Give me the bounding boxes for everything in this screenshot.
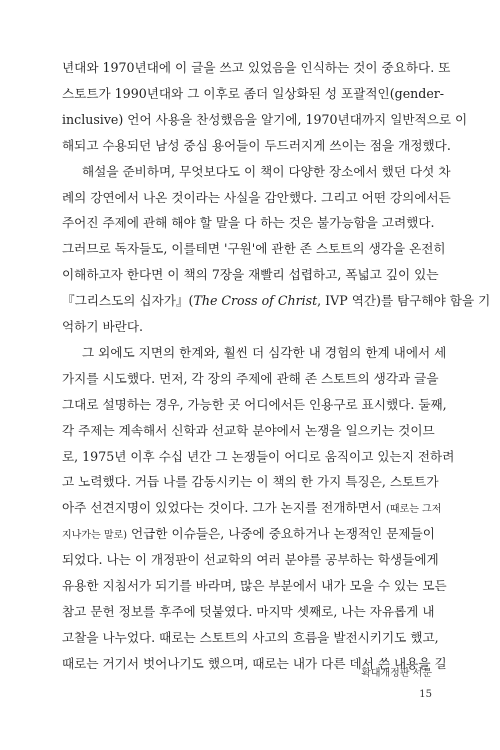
text-line: 고 노력했다. 거듭 나를 감동시키는 이 책의 한 가지 특징은, 스토트가 <box>62 474 439 490</box>
text-line: 년대와 1970년대에 이 글을 쓰고 있었음을 인식하는 것이 중요하다. 또 <box>62 60 451 75</box>
line-segment: 『그리스도의 십자가』( <box>62 293 194 309</box>
text-line: 유용한 지침서가 되기를 바라며, 많은 부분에서 내가 모을 수 있는 모든 <box>62 578 447 593</box>
page-number: 15 <box>419 689 432 700</box>
text-line <box>62 288 491 314</box>
text-line: inclusive) 언어 사용을 찬성했음을 알기에, 1970년대까지 일반적으로 이 <box>62 111 468 127</box>
text-line: 억하기 바란다. <box>62 319 143 334</box>
small-parenthetical: (때로는 그저 <box>386 504 442 516</box>
text-line: 각 주제는 계속해서 신학과 선교학 분야에서 논쟁을 일으키는 것이므 <box>62 422 435 438</box>
text-line: 례의 강연에서 나온 것이라는 사실을 감안했다. 그리고 어떤 강의에서든 <box>62 189 451 205</box>
book-title-italic: The Cross of Christ <box>193 293 318 309</box>
small-parenthetical: 지나가는 말로) <box>62 530 128 542</box>
text-line <box>62 495 442 521</box>
text-line: 해되고 수용되던 남성 중심 용어들이 두드러지게 쓰이는 점을 개정했다. <box>62 137 451 153</box>
text-line: 그대로 설명하는 경우, 가능한 곳 어디에서든 인용구로 표시했다. 둘째, <box>62 396 447 412</box>
text-line: 고찰을 나누었다. 때로는 스토트의 사고의 흐름을 발전시키기도 했고, <box>62 629 439 645</box>
line-segment: 아주 선견지명이 있었다는 것이다. 그가 논지를 전개하면서 <box>62 500 386 516</box>
text-line: 로, 1975년 이후 수십 년간 그 논쟁들이 어디로 움직이고 있는지 전하려 <box>62 448 455 464</box>
line-segment: , IVP 역간)를 탐구해야 함을 기 <box>317 293 491 309</box>
line-segment: 언급한 이슈들은, 나중에 중요하거나 논쟁적인 문제들이 <box>127 526 435 542</box>
text-line: 참고 문헌 정보를 후주에 덧붙였다. 마지막 셋째로, 나는 자유롭게 내 <box>62 603 435 619</box>
text-line: 때로는 거기서 벗어나기도 했으며, 때로는 내가 다른 데서 쓴 내용을 길 <box>62 655 447 671</box>
paragraph-first-line: 그 외에도 지면의 한계와, 훨씬 더 심각한 내 경험의 한계 내에서 세 <box>82 344 447 360</box>
text-line: 이해하고자 한다면 이 책의 7장을 재빨리 섭렵하고, 폭넓고 깊이 있는 <box>62 267 439 283</box>
paragraph-first-line: 해설을 준비하며, 무엇보다도 이 책이 다양한 장소에서 했던 다섯 차 <box>82 163 451 179</box>
text-line: 그러므로 독자들도, 이를테면 '구원'에 관한 존 스토트의 생각을 온전히 <box>62 241 446 257</box>
text-line <box>62 521 435 547</box>
text-line: 주어진 주제에 관해 해야 할 말을 다 하는 것은 불가능함을 고려했다. <box>62 215 435 231</box>
text-line: 스토트가 1990년대와 그 이후로 좀더 일상화된 성 포괄적인(gender- <box>62 85 445 101</box>
running-head: 확대개정판 서문 <box>361 668 432 679</box>
text-line: 가지를 시도했다. 먼저, 각 장의 주제에 관해 존 스토트의 생각과 글을 <box>62 370 439 386</box>
text-line: 되었다. 나는 이 개정판이 선교학의 여러 분야를 공부하는 학생들에게 <box>62 552 439 568</box>
